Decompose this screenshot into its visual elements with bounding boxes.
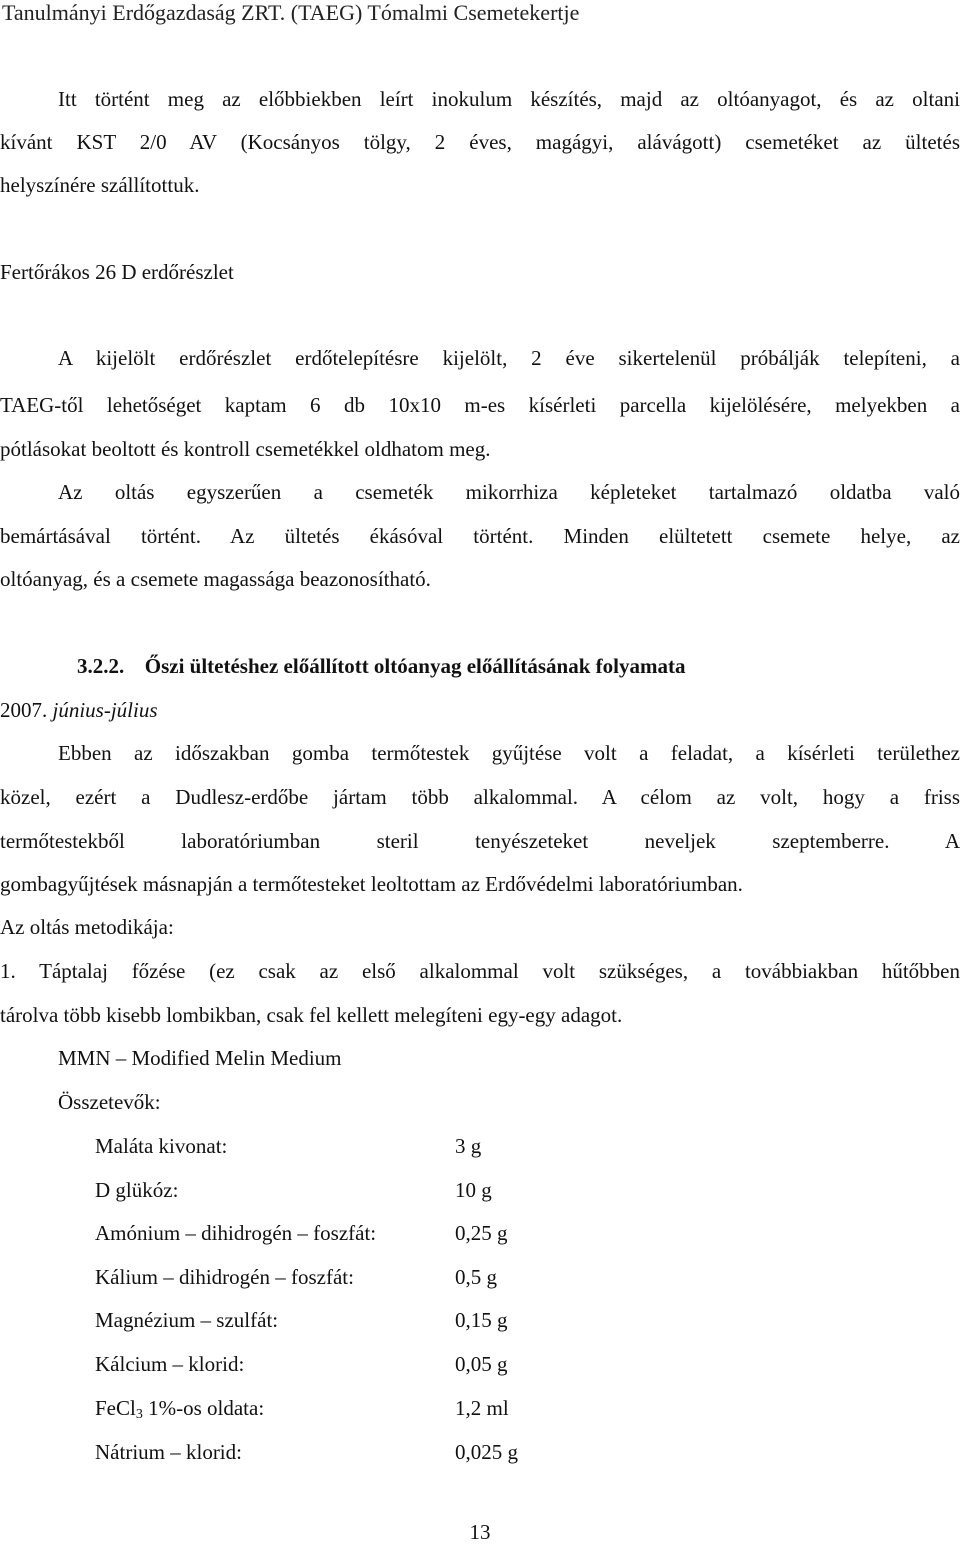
ingredient-amount: 0,05 g	[455, 1352, 508, 1376]
ingredient-name: Maláta kivonat:	[95, 1134, 228, 1158]
paragraph-3-line-2: közel, ezért a Dudlesz-erdőbe jártam több alkalommal. A célom az volt, hogy a friss	[0, 785, 960, 809]
period-label	[0, 697, 960, 723]
ingredient-amount: 10 g	[455, 1178, 492, 1202]
ingredient-name: Kálcium – klorid:	[95, 1352, 245, 1376]
intro-line-2: kívánt KST 2/0 AV (Kocsányos tölgy, 2 éves, magágyi, alávágott) csemetéket az ültetés	[0, 130, 960, 154]
intro-line-3: helyszínére szállítottuk.	[0, 173, 200, 197]
ingredient-amount: 0,15 g	[455, 1308, 508, 1332]
paragraph-3-line-1: Ebben az időszakban gomba termőtestek gyűjtése volt a feladat, a kísérleti területhez	[58, 741, 960, 765]
paragraph-1-line-2: TAEG-től lehetőséget kaptam 6 db 10x10 m-es kísérleti parcella kijelölésére, melyekben a	[0, 393, 960, 417]
ingredient-amount: 1,2 ml	[455, 1396, 509, 1420]
ingredient-name: Kálium – dihidrogén – foszfát:	[95, 1265, 354, 1289]
medium-name: MMN – Modified Melin Medium	[58, 1046, 342, 1070]
ingredient-name: Amónium – dihidrogén – foszfát:	[95, 1221, 377, 1245]
ingredient-amount: 0,025 g	[455, 1440, 518, 1464]
ingredient-name: Magnézium – szulfát:	[95, 1308, 279, 1332]
paragraph-2-line-2: bemártásával történt. Az ültetés ékásóval történt. Minden elültetett csemete helye, az	[0, 524, 960, 548]
ingredient-name: Nátrium – klorid:	[95, 1440, 242, 1464]
step-1-line-1: 1. Táptalaj főzése (ez csak az első alkalommal volt szükséges, a továbbiakban hűtőbben	[0, 959, 960, 983]
ingredient-name-prefix: FeCl	[95, 1396, 136, 1420]
ingredient-amount: 0,25 g	[455, 1221, 508, 1245]
paragraph-2-line-3: oltóanyag, és a csemete magassága beazonosítható.	[0, 567, 431, 591]
ingredient-amount: 3 g	[455, 1134, 482, 1158]
ingredients-label: Összetevők:	[58, 1090, 161, 1114]
paragraph-1-line-3: pótlásokat beoltott és kontroll csemetékkel oldhatom meg.	[0, 437, 491, 461]
ingredient-name: D glükóz:	[95, 1178, 179, 1202]
ingredient-amount: 0,5 g	[455, 1265, 497, 1289]
step-1-line-2: tárolva több kisebb lombikban, csak fel kellett melegíteni egy-egy adagot.	[0, 1003, 623, 1027]
paragraph-2-line-1: Az oltás egyszerűen a csemeték mikorrhiza képleteket tartalmazó oldatba való	[58, 480, 960, 504]
ingredient-name-subscript: 3	[135, 1407, 143, 1422]
page-header: Tanulmányi Erdőgazdaság ZRT. (TAEG) Tómalmi Csemetekertje	[2, 0, 580, 25]
method-title: Az oltás metodikája:	[0, 915, 174, 939]
period-year: 2007.	[0, 698, 48, 722]
intro-line-1: Itt történt meg az előbbiekben leírt inokulum készítés, majd az oltóanyagot, és az oltani	[58, 87, 960, 111]
period-months: június-július	[52, 698, 158, 722]
section-title: Őszi ültetéshez előállított oltóanyag előállításának folyamata	[144, 654, 686, 678]
page-number: 13	[469, 1520, 491, 1544]
section-number: 3.2.2.	[77, 654, 125, 678]
ingredient-name	[95, 1395, 264, 1421]
paragraph-1-line-1: A kijelölt erdőrészlet erdőtelepítésre kijelölt, 2 éve sikertelenül próbálják telepíteni, a	[58, 346, 960, 370]
paragraph-3-line-4: gombagyűjtések másnapján a termőtesteket leoltottam az Erdővédelmi laboratóriumban.	[0, 872, 743, 896]
section-heading	[77, 653, 960, 679]
paragraph-3-line-3: termőtestekből laboratóriumban steril tenyészeteket neveljek szeptemberre. A	[0, 829, 960, 853]
ingredient-name-suffix: 1%-os oldata:	[142, 1396, 265, 1420]
location-title: Fertőrákos 26 D erdőrészlet	[0, 260, 234, 284]
